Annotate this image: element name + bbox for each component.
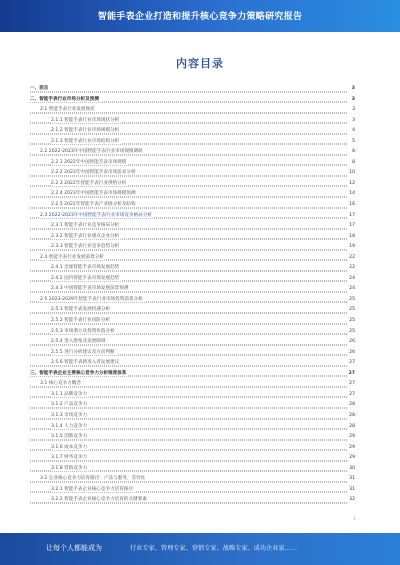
- toc-entry-page: 27: [347, 379, 355, 390]
- toc-entry-page: 27: [347, 369, 355, 380]
- toc-entry-text: 3.2.2 智能手表企业核心竞争力培育的关键要素: [51, 497, 147, 503]
- footer-roles: 行业专家、管理专家、营销专家、战略专家、成功企业家……: [130, 545, 298, 552]
- toc-entry-text: 3.1.6 成本竞争力: [51, 444, 88, 450]
- toc-entry-text: 3.1.8 营销竞争力: [51, 465, 88, 471]
- toc-entry-text: 三、智能手表企业主要核心竞争力分析维度体系: [30, 370, 127, 376]
- toc-entry-page: 28: [347, 411, 355, 422]
- toc-entry-page: 18: [347, 232, 355, 243]
- toc-entry-page: 22: [347, 263, 355, 274]
- toc-entry-text: 2.1.1 智能手表行业市场现状分析: [51, 117, 120, 123]
- toc-entry-text: 2.1 智能手表行业发展现状: [40, 107, 95, 113]
- toc-entry-page: 28: [347, 400, 355, 411]
- toc-heading: 内容目录: [176, 57, 224, 70]
- toc-entry-text: 2.4.3 中国智能手表市场发展前景预测: [51, 286, 129, 292]
- toc-entry-page: 4: [350, 126, 355, 137]
- toc-entry-page: 8: [350, 147, 355, 158]
- footer-slogan: 让每个人都能成为: [46, 544, 102, 552]
- toc-entry-text: 2.2 2022-2023年中国智能手表行业市场规模调研: [40, 149, 143, 155]
- toc-entry-text: 2.3.1 智能手表行业竞争格局分析: [51, 223, 120, 229]
- page-number: 1: [353, 516, 356, 521]
- toc-entry-text: 2.3 2022-2023年中国智能手表行业市场竞争格局分析: [40, 212, 152, 218]
- toc-entry-page: 28: [347, 422, 355, 433]
- toc-entry-page: 19: [347, 242, 355, 253]
- toc-entry-page: 17: [347, 211, 355, 222]
- toc-entry-page: 12: [347, 179, 355, 190]
- toc-entry-text: 2.3.3 智能手表行业竞争趋势分析: [51, 244, 120, 250]
- toc-entry-text: 2.3.2 智能手表行业重点企业分析: [51, 233, 120, 239]
- toc-entry-page: 32: [347, 495, 355, 506]
- toc-entry-page: 8: [350, 158, 355, 169]
- toc-entry-text: 2.2.1 2022年中国智能手表市场规模: [51, 159, 127, 165]
- toc-entry-page: 3: [350, 105, 355, 116]
- toc-entry-page: 25: [347, 305, 355, 316]
- toc-entry-text: 2.1.2 智能手表行业市场规模分析: [51, 128, 120, 134]
- toc-entry-text: 2.2.5 2022年智能手表产业链分析及结构: [51, 202, 136, 208]
- toc-entry-page: 25: [347, 327, 355, 338]
- toc-entry[interactable]: [30, 495, 355, 506]
- toc-entry-page: 27: [347, 358, 355, 369]
- toc-entry-text: 2.5.4 进入壁垒及发展障碍: [51, 339, 106, 345]
- toc-entry-page: 29: [347, 432, 355, 443]
- footer-banner: [0, 533, 400, 565]
- toc-entry-text: 3.1.2 产品竞争力: [51, 402, 88, 408]
- toc-entry-page: 29: [347, 443, 355, 454]
- toc-entry-page: 22: [347, 253, 355, 264]
- toc-entry-text: 3.2.1 智能手表企业核心竞争力培育路径: [51, 486, 134, 492]
- toc-entry-page: 3: [350, 116, 355, 127]
- toc-entry-page: 3: [350, 95, 355, 106]
- toc-entry-text: 3.2 企业核心竞争力培育路径：产品与服务、差异化: [40, 476, 146, 482]
- toc-entry-page: 26: [347, 337, 355, 348]
- toc-entry-page: 25: [347, 295, 355, 306]
- toc-entry-page: 14: [347, 189, 355, 200]
- toc-entry-page: 16: [347, 200, 355, 211]
- toc-entry-text: 3.1.3 市场竞争力: [51, 412, 88, 418]
- toc-entry-text: 3.1.7 财务竞争力: [51, 455, 88, 461]
- toc-entry-page: 29: [347, 453, 355, 464]
- toc-entry-text: 一、前言: [30, 86, 49, 91]
- header-banner: [0, 0, 400, 32]
- toc-entry-page: 30: [347, 464, 355, 475]
- toc-entry-text: 2.1.3 智能手表行业市场结构分析: [51, 138, 120, 144]
- toc-entry-text: 2.4.2 国内智能手表市场发展趋势: [51, 275, 120, 281]
- toc-entry-page: 24: [347, 284, 355, 295]
- toc-entry-text: 2.5.6 智能手表新进入者发展建议: [51, 360, 120, 366]
- toc-entry-text: 2.5.1 智能手表发展机遇分析: [51, 307, 111, 313]
- toc-entry-text: 3.1 核心竞争力概念: [40, 381, 81, 387]
- toc-entry-page: 17: [347, 221, 355, 232]
- toc-entry-text: 2.5.3 市场潜力及投资价值分析: [51, 328, 115, 334]
- toc-entry-text: 3.1.1 品牌竞争力: [51, 391, 88, 397]
- toc-entry-page: 3: [350, 84, 355, 95]
- toc-entry-page: 27: [347, 390, 355, 401]
- toc-entry-text: 2.4.1 全球智能手表市场发展趋势: [51, 265, 120, 271]
- toc-entry-page: 31: [347, 474, 355, 485]
- toc-entry-text: 2.2.2 2023年中国智能手表市场需求分析: [51, 170, 136, 176]
- toc-entry-page: 31: [347, 485, 355, 496]
- toc-entry-text: 3.1.5 创新竞争力: [51, 434, 88, 440]
- toc-entry-page: 5: [350, 137, 355, 148]
- toc-entry-text: 2.5 2023-2029年智能手表行业市场投资前景分析: [40, 296, 143, 302]
- table-of-contents: [30, 84, 355, 506]
- toc-entry-text: 2.4 智能手表行业发展前景分析: [40, 254, 104, 260]
- toc-entry-text: 2.2.3 2022年智能手表行业供给分析: [51, 180, 127, 186]
- report-title: 智能手表企业打造和提升核心竞争力策略研究报告: [97, 12, 303, 22]
- toc-entry-text: 2.2.4 2023年中国智能手表市场规模预测: [51, 191, 136, 197]
- toc-entry-text: 二、智能手表行业市场分析及预测: [30, 96, 99, 102]
- toc-entry-text: 2.5.5 进行分析建议及方向判断: [51, 349, 115, 355]
- toc-entry-page: 10: [347, 168, 355, 179]
- toc-entry-page: 26: [347, 348, 355, 359]
- toc-entry-text: 3.1.4 人力竞争力: [51, 423, 88, 429]
- toc-entry-page: 25: [347, 316, 355, 327]
- toc-entry-page: 24: [347, 274, 355, 285]
- toc-entry-text: 2.5.2 智能手表行业风险分析: [51, 318, 111, 324]
